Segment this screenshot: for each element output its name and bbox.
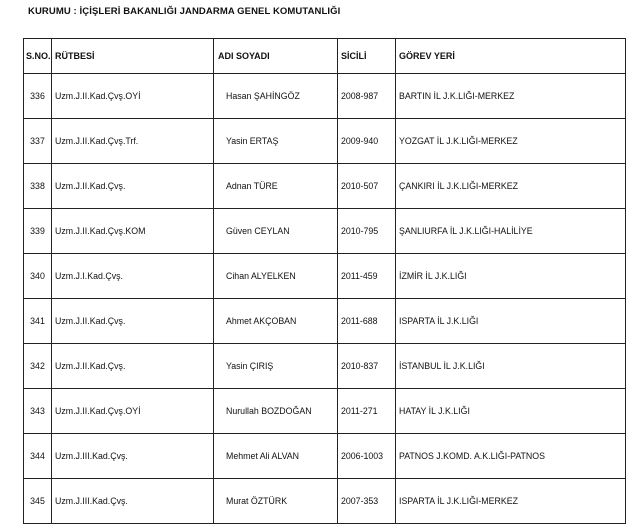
cell-sno: 336 — [24, 74, 52, 119]
table-row — [24, 164, 626, 209]
cell-duty-station: ISPARTA İL J.K.LIĞI — [396, 299, 626, 344]
cell-name: Ahmet AKÇOBAN — [214, 299, 338, 344]
cell-duty-station: YOZGAT İL J.K.LIĞI-MERKEZ — [396, 119, 626, 164]
cell-rank: Uzm.J.II.Kad.Çvş.OYİ — [52, 389, 214, 434]
table-row — [24, 299, 626, 344]
table-row — [24, 344, 626, 389]
cell-sno: 342 — [24, 344, 52, 389]
institution-heading: KURUMU : İÇİŞLERİ BAKANLIĞI JANDARMA GENEL KOMUTANLIĞI — [28, 6, 341, 17]
cell-registry: 2011-271 — [338, 389, 396, 434]
cell-rank: Uzm.J.II.Kad.Çvş. — [52, 164, 214, 209]
cell-sno: 339 — [24, 209, 52, 254]
header-registry: SİCİLİ — [338, 39, 396, 74]
cell-name: Güven CEYLAN — [214, 209, 338, 254]
cell-registry: 2006-1003 — [338, 434, 396, 479]
cell-name: Yasin ÇIRIŞ — [214, 344, 338, 389]
cell-sno: 340 — [24, 254, 52, 299]
cell-registry: 2007-353 — [338, 479, 396, 524]
cell-registry: 2011-459 — [338, 254, 396, 299]
cell-rank: Uzm.J.I.Kad.Çvş. — [52, 254, 214, 299]
cell-registry: 2011-688 — [338, 299, 396, 344]
table-header-row — [24, 39, 626, 74]
cell-registry: 2010-837 — [338, 344, 396, 389]
cell-name: Adnan TÜRE — [214, 164, 338, 209]
cell-sno: 344 — [24, 434, 52, 479]
table-row — [24, 434, 626, 479]
table-row — [24, 479, 626, 524]
cell-duty-station: İZMİR İL J.K.LIĞI — [396, 254, 626, 299]
cell-name: Murat ÖZTÜRK — [214, 479, 338, 524]
cell-duty-station: İSTANBUL İL J.K.LIĞI — [396, 344, 626, 389]
cell-rank: Uzm.J.III.Kad.Çvş. — [52, 479, 214, 524]
cell-rank: Uzm.J.II.Kad.Çvş.OYİ — [52, 74, 214, 119]
cell-sno: 337 — [24, 119, 52, 164]
header-rank: RÜTBESİ — [52, 39, 214, 74]
personnel-table — [23, 38, 626, 524]
cell-name: Cihan ALYELKEN — [214, 254, 338, 299]
header-duty-station: GÖREV YERİ — [396, 39, 626, 74]
table-row — [24, 254, 626, 299]
table-row — [24, 74, 626, 119]
cell-duty-station: ÇANKIRI İL J.K.LIĞI-MERKEZ — [396, 164, 626, 209]
cell-rank: Uzm.J.II.Kad.Çvş.Trf. — [52, 119, 214, 164]
cell-sno: 338 — [24, 164, 52, 209]
table-row — [24, 119, 626, 164]
cell-name: Yasin ERTAŞ — [214, 119, 338, 164]
cell-registry: 2010-795 — [338, 209, 396, 254]
cell-name: Mehmet Ali ALVAN — [214, 434, 338, 479]
table-row — [24, 389, 626, 434]
cell-duty-station: PATNOS J.KOMD. A.K.LIĞI-PATNOS — [396, 434, 626, 479]
cell-duty-station: ŞANLIURFA İL J.K.LIĞI-HALİLİYE — [396, 209, 626, 254]
cell-duty-station: HATAY İL J.K.LIĞI — [396, 389, 626, 434]
cell-name: Nurullah BOZDOĞAN — [214, 389, 338, 434]
cell-registry: 2008-987 — [338, 74, 396, 119]
cell-registry: 2009-940 — [338, 119, 396, 164]
cell-rank: Uzm.J.II.Kad.Çvş. — [52, 344, 214, 389]
cell-registry: 2010-507 — [338, 164, 396, 209]
cell-sno: 341 — [24, 299, 52, 344]
cell-name: Hasan ŞAHİNGÖZ — [214, 74, 338, 119]
cell-sno: 343 — [24, 389, 52, 434]
cell-duty-station: ISPARTA İL J.K.LIĞI-MERKEZ — [396, 479, 626, 524]
table-row — [24, 209, 626, 254]
cell-sno: 345 — [24, 479, 52, 524]
cell-rank: Uzm.J.II.Kad.Çvş. — [52, 299, 214, 344]
header-name: ADI SOYADI — [214, 39, 338, 74]
cell-rank: Uzm.J.II.Kad.Çvş.KOM — [52, 209, 214, 254]
header-sno: S.NO. — [24, 39, 52, 74]
cell-duty-station: BARTIN İL J.K.LIĞI-MERKEZ — [396, 74, 626, 119]
cell-rank: Uzm.J.III.Kad.Çvş. — [52, 434, 214, 479]
